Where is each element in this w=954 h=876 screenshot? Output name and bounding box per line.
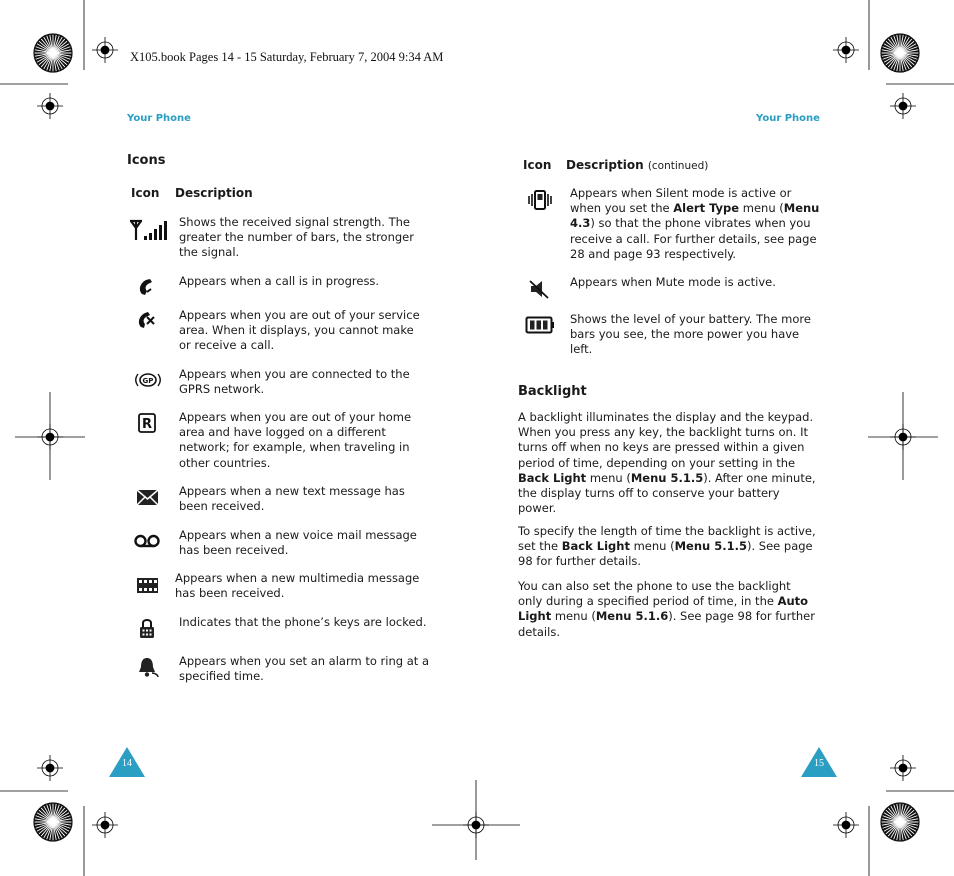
backlight-paragraph-2: To specify the length of time the backlight is active, set the Back Light menu (Menu 5.1.5). See page 98 for further details. [518,524,816,569]
icons-section-title: Icons [127,153,166,168]
registration-mark [92,37,118,63]
multimedia-message-icon [136,575,162,597]
voice-mail-desc: Appears when a new voice mail message has been received. [179,528,417,558]
no-service-desc: Appears when you are out of your service area. When it displays, you cannot make or receive a call. [179,308,420,353]
backlight-section-title: Backlight [518,384,587,399]
silent-vibrate-icon [527,189,553,211]
icon-column-header: Icon [131,186,160,200]
page-number-right: 15 [800,746,838,778]
registration-mark [833,37,859,63]
star-target-mark [881,803,919,841]
multimedia-message-desc: Appears when a new multimedia message has been received. [175,571,420,601]
icon-column-header-continued: Icon [523,158,552,172]
no-service-icon [136,309,162,331]
keypad-lock-desc: Indicates that the phone’s keys are locked. [179,615,427,629]
gprs-desc: Appears when you are connected to the GPRS network. [179,367,410,397]
running-head-right: Your Phone [756,113,820,124]
svg-text:R: R [141,417,153,432]
svg-text:GP: GP [142,377,154,385]
keypad-lock-icon [136,617,162,639]
star-target-mark [34,803,72,841]
backlight-paragraph-3: You can also set the phone to use the backlight only during a specified period of time, in the Auto Light menu (Menu 5.1.6). See page 98 for further details. [518,579,815,639]
star-target-mark [881,34,919,72]
battery-icon [525,314,555,336]
roaming-icon [136,412,162,434]
backlight-paragraph-1: A backlight illuminates the display and the keypad. When you press any key, the backlight turns on. It turns off when no keys are pressed within a given period of time, depending on your setting in the Back Light menu (Menu 5.1.5). After one minute, the display turns off to conserve your battery power. [518,410,816,516]
description-column-header-continued: Description (continued) [566,158,709,172]
registration-mark [890,424,916,450]
registration-mark [92,812,118,838]
roaming-desc: Appears when you are out of your home area and have logged on a different network; for example, when traveling in other countries. [179,410,412,470]
star-target-mark [34,34,72,72]
registration-mark [37,424,63,450]
registration-mark [890,93,916,119]
alarm-desc: Appears when you set an alarm to ring at a specified time. [179,654,429,684]
mute-desc: Appears when Mute mode is active. [570,275,776,289]
silent-vibrate-desc: Appears when Silent mode is active or when you set the Alert Type menu (Menu 4.3) so that the phone vibrates when you receive a call. For further details, see page 28 and page 93 respectively. [570,186,820,261]
registration-mark [890,755,916,781]
registration-mark [37,755,63,781]
text-message-desc: Appears when a new text message has been received. [179,484,405,514]
running-head-left: Your Phone [127,113,191,124]
registration-mark [833,812,859,838]
call-in-progress-icon [136,276,162,298]
voice-mail-icon [134,530,160,552]
text-message-icon [136,487,162,509]
description-column-header: Description [175,186,253,200]
registration-mark [463,812,489,838]
print-info-line: X105.book Pages 14 - 15 Saturday, February 7, 2004 9:34 AM [130,50,444,64]
call-in-progress-desc: Appears when a call is in progress. [179,274,380,288]
battery-desc: Shows the level of your battery. The more bars you see, the more power you have left. [570,312,811,357]
alarm-icon [136,656,162,678]
signal-strength-desc: Shows the received signal strength. The greater the number of bars, the stronger the signal. [179,215,414,260]
gprs-icon [134,370,162,390]
page-number-left: 14 [108,746,146,778]
signal-strength-icon [129,218,167,242]
registration-mark [37,93,63,119]
mute-icon [528,278,554,300]
